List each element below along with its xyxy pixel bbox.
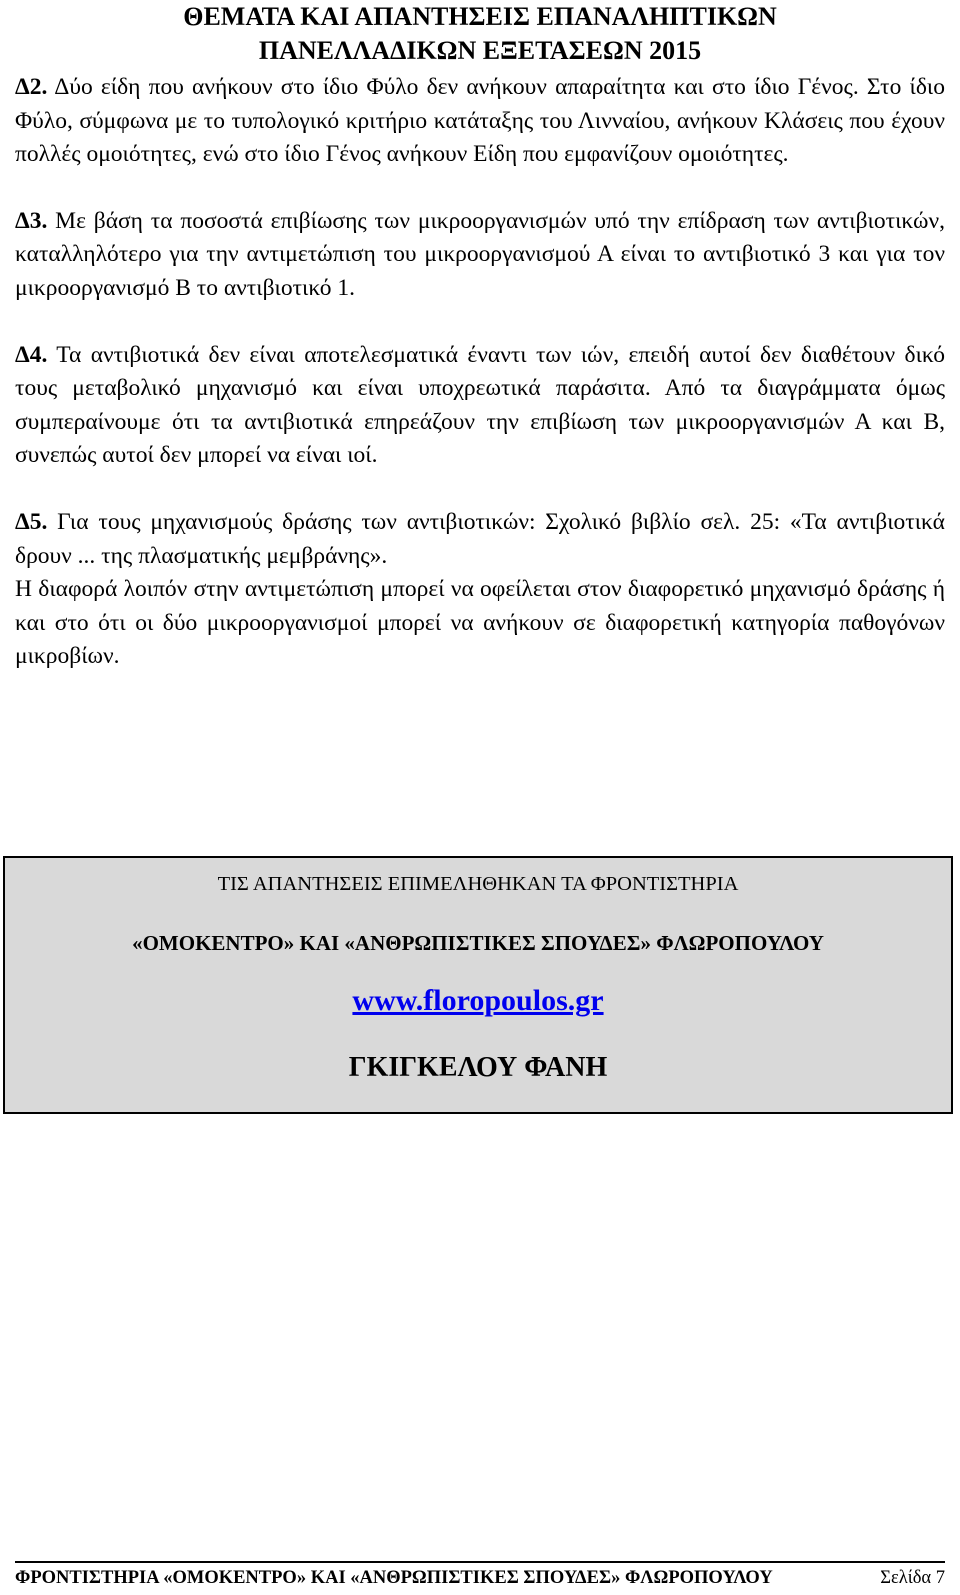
footer-page-number: Σελίδα 7: [880, 1568, 945, 1588]
answer-d3-text: Με βάση τα ποσοστά επιβίωσης των μικροοργανισμών υπό την επίδραση των αντιβιοτικών, καταλληλότερο για την αντιμετώπιση του μικροοργανισμού Α είναι το αντιβιοτικό 3 και για τον μικροοργανισμό Β το αντιβιοτικό 1.: [15, 207, 945, 301]
answer-d2-label: Δ2.: [15, 74, 48, 100]
credits-intro: ΤΙΣ ΑΠΑΝΤΗΣΕΙΣ ΕΠΙΜΕΛΗΘΗΚΑΝ ΤΑ ΦΡΟΝΤΙΣΤΗΡΙΑ: [217, 873, 739, 895]
answer-d4-label: Δ4.: [15, 341, 48, 368]
answer-d4-text: Τα αντιβιοτικά δεν είναι αποτελεσματικά έναντι των ιών, επειδή αυτοί δεν διαθέτουν δικό τους μεταβολικό μηχανισμό και είναι υποχρεωτικά παράσιτα. Από τα διαγράμματα όμως συμπεραίνουμε ότι τα αντιβιοτικά επηρεάζουν την επιβίωση των μικροοργανισμών Α και Β, συνεπώς αυτοί δεν μπορεί να είναι ιοί.: [15, 341, 945, 469]
credits-author: ΓΚΙΓΚΕΛΟΥ ΦΑΝΗ: [348, 1052, 608, 1083]
answer-d3: [15, 205, 945, 306]
credits-website: [5, 984, 951, 1018]
page-header: [0, 0, 960, 68]
header-title-line-1: ΘΕΜΑΤΑ ΚΑΙ ΑΠΑΝΤΗΣΕΙΣ ΕΠΑΝΑΛΗΠΤΙΚΩΝ: [183, 2, 777, 31]
credits-tutoring-names: «ΟΜΟΚΕΝΤΡΟ» ΚΑΙ «ΑΝΘΡΩΠΙΣΤΙΚΕΣ ΣΠΟΥΔΕΣ» ΦΛΩΡΟΠΟΥΛΟΥ: [132, 931, 824, 955]
answer-d5-label: Δ5.: [15, 508, 48, 535]
answers-section: [15, 71, 945, 674]
footer-organization: ΦΡΟΝΤΙΣΤΗΡΙΑ «ΟΜΟΚΕΝΤΡΟ» ΚΑΙ «ΑΝΘΡΩΠΙΣΤΙΚΕΣ ΣΠΟΥΔΕΣ» ΦΛΩΡΟΠΟΥΛΟΥ: [15, 1568, 773, 1588]
answer-d5-text: Για τους μηχανισμούς δράσης των αντιβιοτικών: Σχολικό βιβλίο σελ. 25: «Τα αντιβιοτικά δρουν ... της πλασματικής μεμβράνης».: [15, 508, 945, 569]
credits-box: [3, 856, 953, 1114]
answer-d5: [15, 506, 945, 674]
answer-d5-text-continued: Η διαφορά λοιπόν στην αντιμετώπιση μπορεί να οφείλεται στον διαφορετικό μηχανισμό δράσης ή και στο ότι οι δύο μικροοργανισμοί μπορεί να ανήκουν σε διαφορετική κατηγορία παθογόνων μικροβίων.: [15, 576, 945, 670]
page-footer: [15, 1561, 945, 1589]
answer-d2: [15, 71, 945, 172]
website-link[interactable]: www.floropoulos.gr: [352, 984, 604, 1017]
answer-d3-label: Δ3.: [15, 207, 48, 234]
answer-d2-text: Δύο είδη που ανήκουν στο ίδιο Φύλο δεν ανήκουν απαραίτητα και στο ίδιο Γένος. Στο ίδιο Φύλο, σύμφωνα με το τυπολογικό κριτήριο κατάταξης του Λινναίου, ανήκουν Κλάσεις που έχουν πολλές ομοιότητες, ενώ στο ίδιο Γένος ανήκουν Είδη που εμφανίζουν ομοιότητες.: [15, 74, 945, 168]
header-title-line-2: ΠΑΝΕΛΛΑΔΙΚΩΝ ΕΞΕΤΑΣΕΩΝ 2015: [258, 36, 702, 65]
answer-d4: [15, 339, 945, 473]
